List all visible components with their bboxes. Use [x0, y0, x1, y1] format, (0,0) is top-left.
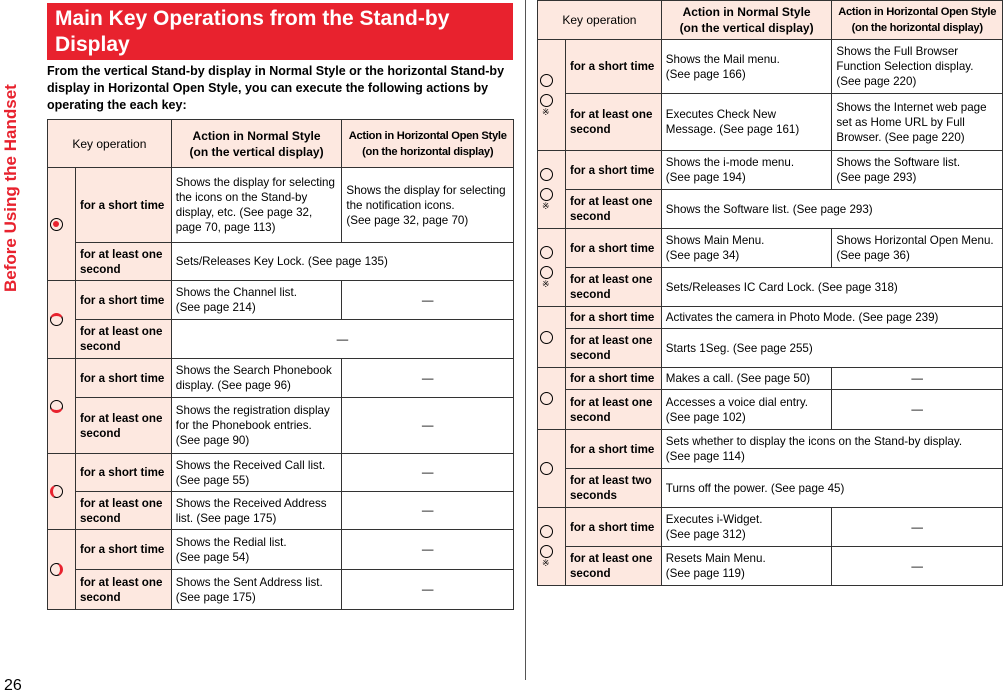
note-mark: ※ [542, 106, 550, 117]
duration-label: for a short time [75, 454, 171, 492]
duration-label: for a short time [565, 40, 661, 94]
key-cell [538, 508, 566, 586]
key-cell [48, 454, 76, 530]
normal-action: Executes Check New Message. (See page 161) [661, 94, 832, 151]
normal-action: Shows the Mail menu. (See page 166) [661, 40, 832, 94]
key-cell [48, 168, 76, 281]
normal-action: Shows the Redial list. (See page 54) [171, 530, 342, 570]
horizontal-style-header: Action in Horizontal Open Style (on the horizontal display) [342, 120, 514, 168]
duration-label: for a short time [75, 359, 171, 398]
duration-label: for at least one second [565, 547, 661, 586]
horizontal-action: Shows Horizontal Open Menu. (See page 36) [832, 229, 1003, 268]
key-operation-header: Key operation [48, 120, 172, 168]
column-divider [525, 0, 526, 680]
merged-action: Sets/Releases IC Card Lock. (See page 318) [661, 268, 1002, 307]
key-operation-header: Key operation [538, 1, 662, 40]
call-key-icon [540, 392, 553, 405]
duration-label: for at least one second [75, 570, 171, 610]
merged-action: Turns off the power. (See page 45) [661, 469, 1002, 508]
horizontal-action: — [342, 492, 514, 530]
horizontal-action: — [832, 390, 1003, 430]
horizontal-action: — [342, 281, 514, 320]
merged-action: Starts 1Seg. (See page 255) [661, 329, 1002, 368]
down-key-icon [50, 400, 63, 413]
duration-label: for a short time [565, 508, 661, 547]
up-key-icon [50, 313, 63, 326]
normal-action: Shows the Received Call list. (See page 55) [171, 454, 342, 492]
duration-label: for at least one second [75, 243, 171, 281]
duration-label: for at least one second [75, 398, 171, 454]
duration-label: for at least one second [75, 320, 171, 359]
merged-action: Sets whether to display the icons on the Stand-by display. (See page 114) [661, 430, 1002, 469]
horizontal-action: — [342, 530, 514, 570]
duration-label: for a short time [75, 530, 171, 570]
duration-label: for at least one second [565, 94, 661, 151]
horizontal-action: Shows the Full Browser Function Selection display. (See page 220) [832, 40, 1003, 94]
key-cell [48, 359, 76, 454]
duration-label: for a short time [565, 151, 661, 190]
power-key-icon [540, 462, 553, 475]
key-cell [48, 530, 76, 610]
phonebook-key-icon [540, 94, 553, 107]
normal-action: Shows the Channel list. (See page 214) [171, 281, 342, 320]
horizontal-action: — [832, 547, 1003, 586]
note-mark: ※ [542, 558, 550, 568]
horizontal-action: — [832, 508, 1003, 547]
section-banner: Main Key Operations from the Stand-by Display [47, 3, 513, 60]
duration-label: for a short time [565, 307, 661, 329]
duration-label: for at least one second [75, 492, 171, 530]
horizontal-action: — [342, 398, 514, 454]
horizontal-action: — [342, 570, 514, 610]
duration-label: for at least one second [565, 390, 661, 430]
camera-key-icon [540, 331, 553, 344]
imode-key-icon [540, 168, 553, 181]
normal-action: Shows the Sent Address list. (See page 175) [171, 570, 342, 610]
duration-label: for a short time [75, 281, 171, 320]
key-cell [538, 151, 566, 229]
side-tab [0, 0, 34, 300]
horizontal-action: Shows the Internet web page set as Home URL by Full Browser. (See page 220) [832, 94, 1003, 151]
normal-style-header: Action in Normal Style (on the vertical display) [171, 120, 342, 168]
appli-key-icon [540, 188, 553, 201]
normal-action: Shows the display for selecting the icons on the Stand-by display, etc. (See page 32, page 70, page 113) [171, 168, 342, 243]
normal-action: Shows Main Menu. (See page 34) [661, 229, 832, 268]
note-mark: ※ [542, 201, 550, 211]
normal-style-header: Action in Normal Style (on the vertical display) [661, 1, 832, 40]
merged-action: Shows the Software list. (See page 293) [661, 190, 1002, 229]
horizontal-style-header: Action in Horizontal Open Style (on the horizontal display) [832, 1, 1003, 40]
duration-label: for a short time [565, 368, 661, 390]
key-cell [48, 281, 76, 359]
horizontal-action: — [832, 368, 1003, 390]
duration-label: for at least two seconds [565, 469, 661, 508]
key-cell [538, 368, 566, 430]
normal-action: Shows the Received Address list. (See page 175) [171, 492, 342, 530]
duration-label: for a short time [75, 168, 171, 243]
duration-label: for at least one second [565, 329, 661, 368]
center-key-icon [50, 218, 63, 231]
merged-action: Activates the camera in Photo Mode. (See page 239) [661, 307, 1002, 329]
duration-label: for at least one second [565, 190, 661, 229]
note-mark: ※ [542, 279, 550, 289]
duration-label: for at least one second [565, 268, 661, 307]
normal-action: Shows the i-mode menu. (See page 194) [661, 151, 832, 190]
normal-action: Executes i-Widget. (See page 312) [661, 508, 832, 547]
normal-action: Shows the Search Phonebook display. (See page 96) [171, 359, 342, 398]
normal-action: Resets Main Menu. (See page 119) [661, 547, 832, 586]
normal-action: Makes a call. (See page 50) [661, 368, 832, 390]
menu-key-icon [540, 246, 553, 259]
horizontal-action: Shows the display for selecting the notification icons. (See page 32, page 70) [342, 168, 514, 243]
key-cell [538, 40, 566, 151]
key-cell [538, 307, 566, 368]
key-cell [538, 229, 566, 307]
left-key-icon [50, 485, 63, 498]
right-key-icon [50, 563, 63, 576]
page-number: 26 [4, 677, 22, 694]
horizontal-action: — [342, 359, 514, 398]
side-tab-title: Before Using the Handset [1, 84, 20, 292]
right-key-table [537, 0, 1003, 586]
merged-action: Sets/Releases Key Lock. (See page 135) [171, 243, 513, 281]
key-cell [538, 430, 566, 508]
normal-action: Accesses a voice dial entry. (See page 102) [661, 390, 832, 430]
memo-key-icon [540, 545, 553, 558]
normal-action: Shows the registration display for the Phonebook entries. (See page 90) [171, 398, 342, 454]
clear-key-icon [540, 525, 553, 538]
merged-action: — [171, 320, 513, 359]
duration-label: for a short time [565, 430, 661, 469]
mail-key-icon [540, 74, 553, 87]
horizontal-action: Shows the Software list. (See page 293) [832, 151, 1003, 190]
horizontal-action: — [342, 454, 514, 492]
left-key-table [47, 119, 514, 610]
duration-label: for a short time [565, 229, 661, 268]
char-key-icon [540, 266, 553, 279]
intro-text: From the vertical Stand-by display in Normal Style or the horizontal Stand-by display in Horizontal Open Style, you can execute the following actions by operating the each key: [47, 64, 505, 112]
